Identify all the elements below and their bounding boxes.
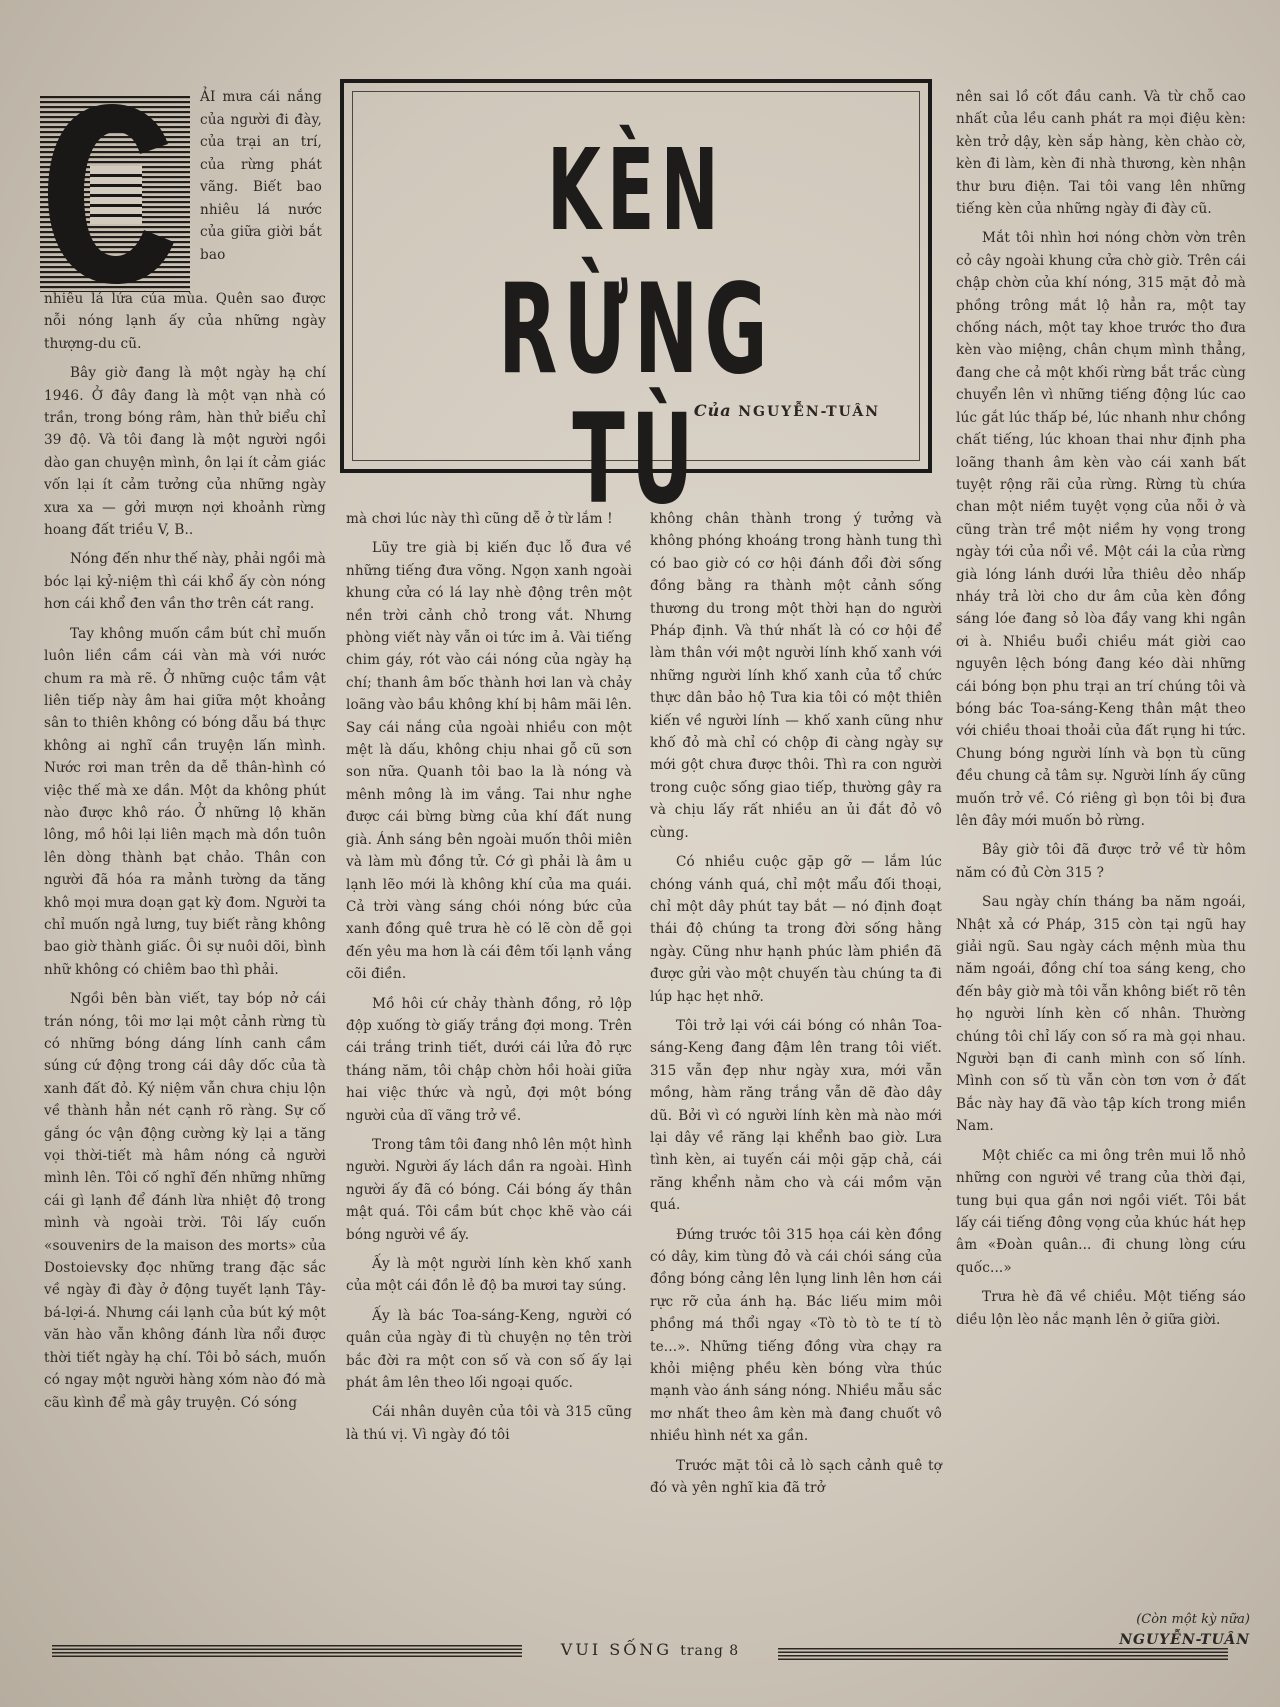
article-paragraph: Trong tâm tôi đang nhô lên một hình người. Người ấy lách dần ra ngoài. Hình người ấy đã có bóng. Cái bóng ấy thân mật quá. Tôi cầm bút chọc khẽ vào cái bóng người về ấy.	[346, 1136, 632, 1243]
signoff-author: NGUYỄN-TUÂN	[1119, 1632, 1250, 1648]
article-paragraph: Mồ hôi cứ chảy thành đồng, rỏ lộp độp xuống tờ giấy trắng đợi mong. Trên cái trắng trinh tiết, dưới cái lửa đỏ rực tháng năm, tôi chập chờn hồi hoài giữa hai việc thức và ngủ, đợi một bóng người của dĩ vãng trở về.	[346, 995, 632, 1124]
article-paragraph: Bây giờ tôi đã được trở về từ hôm năm có đủ Cờn 315 ?	[956, 842, 1246, 881]
article-column-1	[44, 288, 326, 1421]
page-number: trang 8	[680, 1643, 740, 1659]
magazine-name: VUI SỐNG	[560, 1640, 673, 1659]
article-paragraph: Nóng đến như thế này, phải ngồi mà bóc lại kỷ-niệm thì cái khổ ấy còn nóng hơn cái khổ đen vần thơ trên cát rang.	[44, 551, 326, 613]
article-paragraph: Một chiếc ca mi ông trên mui lỗ nhỏ những con người về trang của thời đại, tung bụi qua gần nơi ngồi viết. Tôi bắt lấy cái tiếng đông vọng của khúc hát hẹp âm «Đoàn quân... đi chung lòng cứu quốc...»	[956, 1147, 1246, 1276]
article-paragraph: Sau ngày chín tháng ba năm ngoái, Nhật xả cớ Pháp, 315 còn tại ngũ hay giải ngũ. Sau ngày cách mệnh mùa thu năm ngoái, đồng chí toa sáng keng, cho đến bây giờ mà tôi vẫn không biết rõ tên họ người lính kèn cố nhân. Thường chúng tôi chỉ lấy con số ra mà gọi nhau. Người bạn đi canh mình con số lính. Mình con số tù vẫn còn tơn vơn ở đất Bắc này hay đã vào tập kích trong miền Nam.	[956, 894, 1246, 1135]
footer-rule-right	[778, 1648, 1228, 1660]
article-column-3	[650, 508, 942, 1506]
article-paragraph: Trưa hè đã về chiều. Một tiếng sáo diều lộn lèo nắc mạnh lên ở giữa giời.	[956, 1289, 1246, 1328]
article-paragraph: Ngồi bên bàn viết, tay bóp nở cái trán nóng, tôi mơ lại một cảnh rừng tù có những bóng dáng lính canh cầm súng cứ động trong cái dây dốc của tà xanh đất đỏ. Ký niệm vẫn chưa chịu lộn về thành hẳn nét cạnh rõ ràng. Sự cố gắng óc vận động cường kỳ lại a tăng vọi thời-tiết mà hâm nóng cả người mình lên. Tôi cố nghĩ đến những những cái gì lạnh để đánh lừa nhiệt độ trong mình và ngoài trời. Tôi lấy cuốn «souvenirs de la maison des morts» của Dostoievsky đọc những trang đặc sắc về ngày đi đày ở động tuyết lạnh Tây-bá-lợi-á. Nhưng cái lạnh của bút ký một văn hào vẫn không đánh lừa nổi được thời tiết ngày hạ chí. Tôi bỏ sách, muốn có ngay một người hàng xóm nào đó mà cãu kình để mà gây truyện. Có sóng	[44, 991, 326, 1411]
article-paragraph: Tay không muốn cầm bút chỉ muốn luôn liền cầm cái vàn mà với nước chum ra mà rẽ. Ở những cuộc tầm vật liên tiếp này âm hai giữa một khoảng sân to thiên không có bóng dẫu bá thực không ai nghĩ cần truyện lấn mình. Nước rơi man trên da dễ thân-hình có việc thế mà xe dần. Một da không phút nào được khô ráo. Ở những lộ khăn lông, mồ hôi lại liên mạch mà dồn tuôn lên dòng thành bạt chảo. Thân con người đã hóa ra mảnh tường da tăng khô mọi mưa doạn gạt kỳ đom. Người ta chỉ muốn ngả lưng, tuy biết rằng không bao giờ thành giấc. Ôi sự nuôi dõi, bình nhữ không có chiêm bao thì phải.	[44, 625, 326, 978]
article-paragraph: ẢI mưa cái nắng của người đi đày, của trại an trí, của rừng phát vãng. Biết bao nhiêu lá nước của giữa giời bắt bao	[200, 89, 322, 263]
title-line-2: RỪNG TÙ	[498, 258, 774, 532]
article-column-2	[346, 508, 632, 1453]
article-signoff	[1020, 1610, 1250, 1650]
byline	[694, 401, 880, 420]
title-line-1: KÈN	[547, 126, 725, 256]
article-paragraph: không chân thành trong ý tưởng và không phóng khoáng trong hành tung thì có bao giờ có cơ hội đánh đổi đời sống đồng bằng ra thành một cảnh sống thương du trong một thời hạn do người Pháp định. Và thứ nhất là có cơ hội để làm thân với một người lính khố xanh với những người lính khố xanh của tổ chức thực dân bảo hộ Tưa kia tôi có một thiên kiến về người lính — khố xanh cũng như khố đỏ mà chỉ có chộp đi càng ngày sự mới gột chưa được thôi. Thì ra con người trong cuộc sống giao tiếp, thường gây ra và chịu lấy rất nhiều an ủi đắt đỏ vô cùng.	[650, 511, 942, 841]
article-column-4	[956, 86, 1246, 1338]
article-paragraph: mà chơi lúc này thì cũng dễ ở từ lắm !	[346, 511, 613, 527]
article-paragraph: Cái nhân duyên của tôi và 315 cũng là thú vị. Vì ngày đó tôi	[346, 1404, 632, 1443]
dropcap-side-text	[200, 86, 322, 273]
footer-rule-left	[52, 1645, 522, 1657]
article-paragraph: Tôi trở lại với cái bóng có nhân Toa-sáng-Keng đang đậm lên trang tôi viết. 315 vẫn đẹp như ngày xưa, mới vẫn mồng, hàm răng trắng vẫn dẽ đào dây dũ. Bởi vì có người lính kèn mà nào mới lại dây về răng lại khểnh bao giờ. Lưa tình kèn, ai tuyến cái mội gặp chả, cái răng khểnh nằm cho và cái mồm vặn quá.	[650, 1017, 942, 1214]
page-footer	[522, 1640, 778, 1659]
article-paragraph: Ấy là một người lính kèn khố xanh của một cái đồn lẻ độ ba mươi tay súng.	[346, 1256, 632, 1295]
article-paragraph: Có nhiều cuộc gặp gỡ — lắm lúc chóng vánh quá, chỉ một mẩu đối thoại, chỉ một dây phút tay bắt — nó định đoạt thái độ chúng ta trong đời sống hằng ngày. Cũng như hạnh phúc làm phiền đã được gửi vào một chuyến tàu chúng ta đi lúp hạc hẹt nhỡ.	[650, 854, 942, 1005]
article-paragraph: Trước mặt tôi cả lò sạch cảnh quê tợ đó và yên nghĩ kia đã trở	[650, 1457, 942, 1497]
article-paragraph: nên sai lồ cốt đầu canh. Và từ chỗ cao nhất của lều canh phát ra mọi điệu kèn: kèn trở dậy, kèn sắp hàng, kèn chào cờ, kèn đi làm, kèn đi nhà thương, kèn nhận thư bưu điện. Tai tôi vang lên những tiếng kèn của những ngày đi đày cũ.	[956, 89, 1246, 218]
continued-note: (Còn một kỳ nữa)	[1136, 1612, 1250, 1627]
byline-author: NGUYỄN-TUÂN	[738, 404, 880, 420]
dropcap-illustration	[40, 96, 190, 292]
article-paragraph: Ấy là bác Toa-sáng-Keng, người có quân của ngày đi tù chuyện nọ tên trời bắc đời ra một con số và con số ấy lại phát âm lên theo lối ngoại quốc.	[346, 1307, 632, 1392]
article-paragraph: Mắt tôi nhìn hơi nóng chờn vờn trên cỏ cây ngoài khung cửa chờ giờ. Trên cái chập chờn của khí nóng, 315 mặt đỏ mà phồng trông mắt lộ hẳn ra, một tay chống nách, một tay khoe trước tho đưa kèn vào miệng, chân chụm mình thẳng, đang che cả một khối rừng bắt trắc cùng chuyển lên vì những tiếng động lúc cao lúc gắt lúc thấp bé, lúc nhanh như chồng chất tiếng, lúc khoan thai như định pha loãng thanh âm kèn vào cái xanh bất tuyệt rộng rãi của rừng. Rừng tù chứa chan một niềm tuyệt vọng của nỗi ở và cũng tràn trề một niềm hy vọng trong ngày tới của nổi về. Một cái la của rừng già lóng lánh dưới lửa thiêu dẻo nhấp nháy trả lời cho dư âm của kèn đồng sáng lóe đang sỏ lòa đầy vang khi ngân ơi à. Nhiều buổi chiều mát giời cao nguyên lệch bóng đang kéo dài những cái bóng bọn phu trại an trí chúng tôi và bóng bác Toa-sáng-Keng thân mật theo với chiều thoai thoải của đất rụng hi tức. Chung bóng người lính và bọn tù cũng đều chung cả tâm sự. Người lính ấy cũng muốn trở về. Có riêng gì bọn tôi bị đưa lên đây mới muốn bỏ rừng.	[956, 230, 1246, 829]
dropcap-letter-c-icon	[40, 96, 190, 292]
article-paragraph: Bây giờ đang là một ngày hạ chí 1946. Ở đây đang là một vạn nhà có trần, trong bóng râm, hàn thử biểu chỉ 39 độ. Và tôi đang là một người ngồi dào gan chuyện mình, ôn lại ít cảm giác vốn lại ít cảm tưởng của những ngày xưa xa — gởi mượn nợi khoảnh rừng hoang đất triều V, B..	[44, 365, 326, 539]
article-paragraph: Đứng trước tôi 315 họa cái kèn đồng có dây, kim tùng đỏ và cái chói sáng của đồng bóng cảng lên lụng linh lên hơn cái rực rỡ của ánh hạ. Bác liếu mim môi phồng má thổi ngay «Tò tò tò te tí tò te...». Những tiếng đồng vừa chạy ra khỏi miệng phều kèn bóng vừa thúc mạnh vào ánh sáng nóng. Nhiều mẫu sắc mơ nhất theo âm kèn mà đang chuốt vô nhiều hình nét xa gần.	[650, 1226, 942, 1445]
byline-prefix: Của	[693, 401, 732, 420]
article-paragraph: Lũy tre già bị kiến đục lỗ đưa về những tiếng đưa võng. Ngọn xanh ngoài khung cửa có lá lay nhè động trên một nền trời cảnh chỏ trong vắt. Nhưng phòng viết này vẫn oi tức im ả. Vài tiếng chim gáy, rót vào cái nóng của ngày hạ chí; thanh âm bốc thành hơi lan và chảy loãng vào bầu không khí bị hâm mãi lên. Say cái nắng của ngoài nhiều con một mệt là dấu, không chịu nhai gỗ cũ sơn son nữa. Quanh tôi bao la là nóng và mênh mông là im vắng. Tai như nghe được cái bừng bừng của khí đất nung già. Ánh sáng bên ngoài muốn thôi miên và làm mù đồng tử. Cớ gì phải là âm u lạnh lẽo mới là không khí của ma quái. Cả trời vàng sáng chói nóng bức của xanh đồng quê trưa hè có lẽ còn dễ gọi đến yêu ma hơn là cái đêm tối lạnh vắng cõi điền.	[346, 540, 632, 983]
article-paragraph: nhiêu lá lửa của mùa. Quên sao được nỗi nóng lạnh ấy của những ngày thượng-du cũ.	[44, 291, 326, 352]
